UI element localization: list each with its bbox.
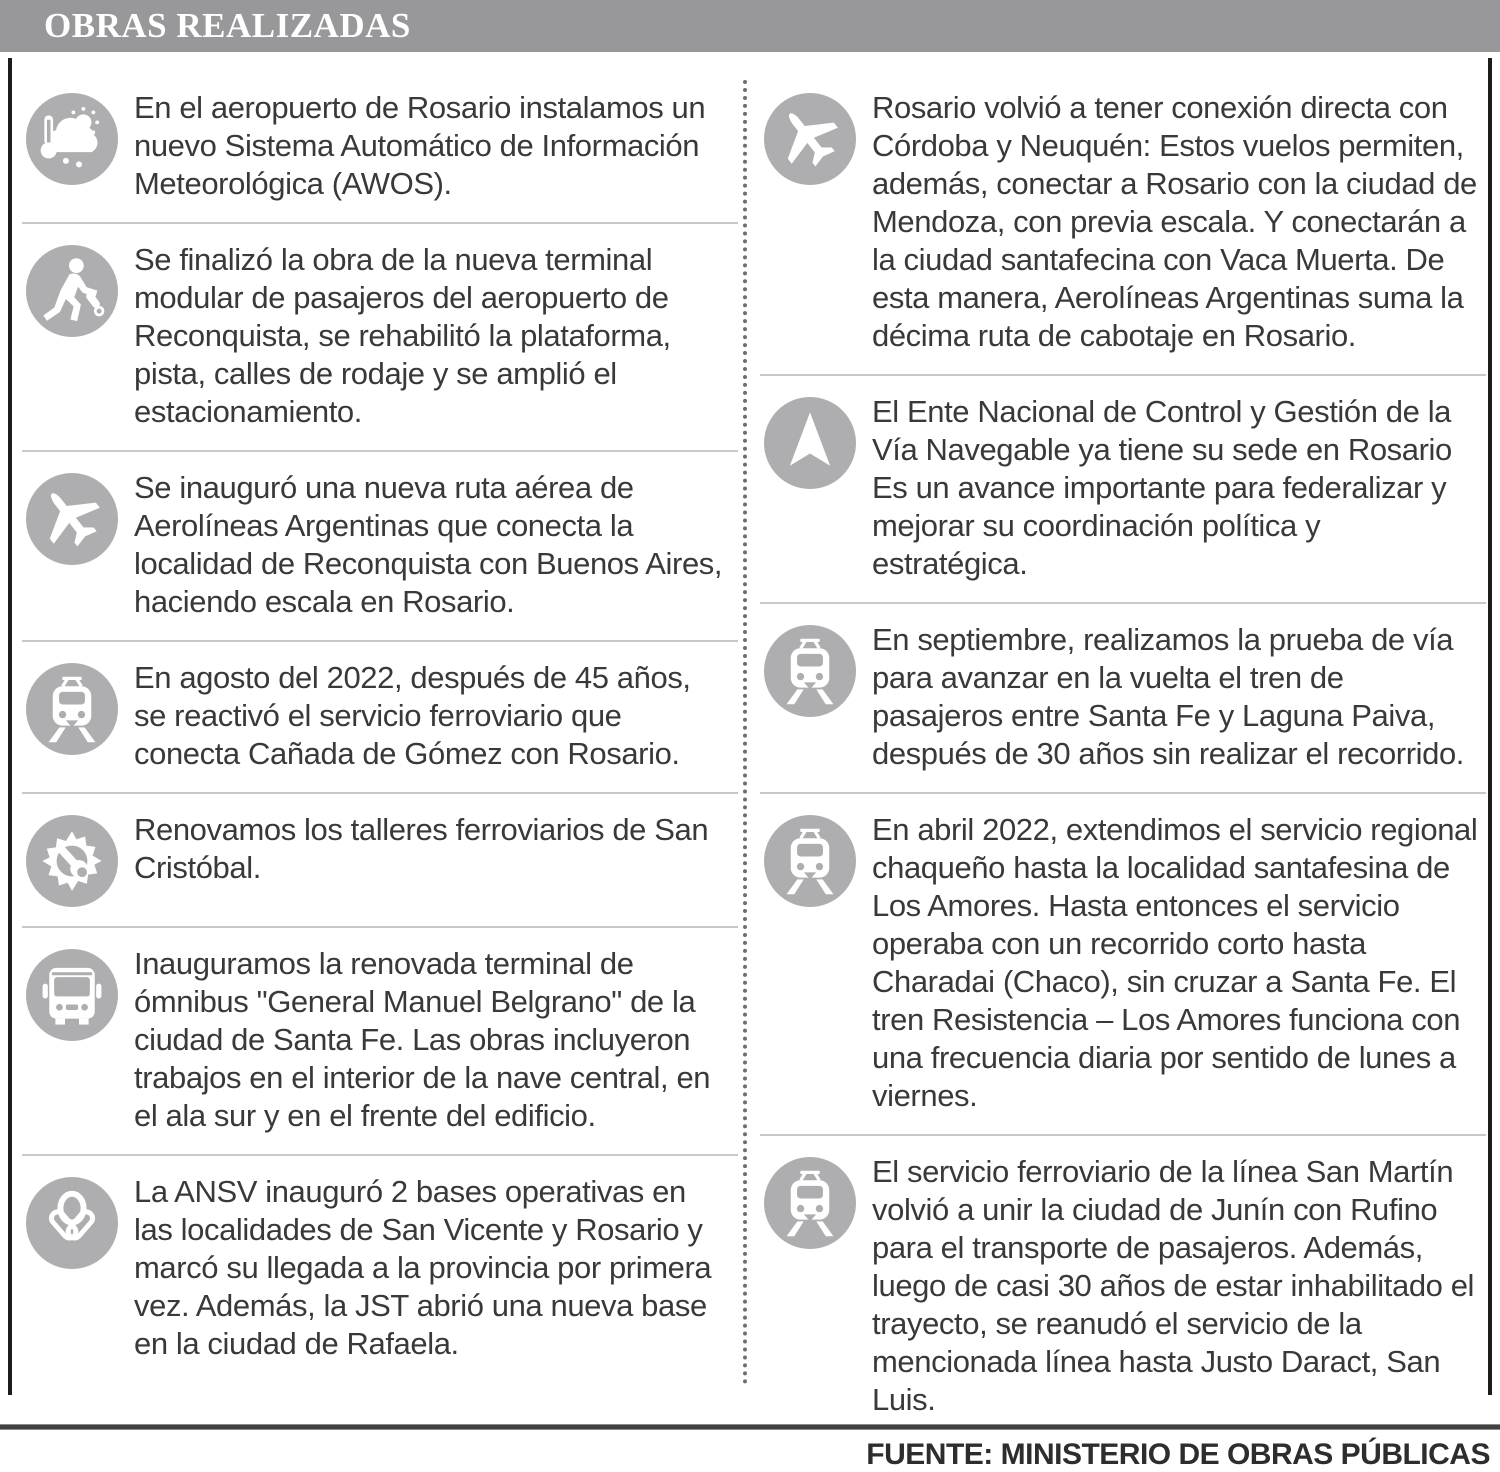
item-text: Se finalizó la obra de la nueva terminal modular de pasajeros del aeropuerto de Reconquista, se rehabilitó la plataforma, pista, calles de rodaje y se amplió el estacionamiento. [134,242,671,429]
list-item [760,72,1486,376]
list-item [22,72,738,224]
list-item [760,1136,1486,1438]
train-icon [764,1157,856,1249]
item-text: Renovamos los talleres ferroviarios de San Cristóbal. [134,812,709,885]
content-frame [8,58,1492,1417]
item-text: Rosario volvió a tener conexión directa con Córdoba y Neuquén: Estos vuelos permiten, además, conectar a Rosario con la ciudad de Mendoza, con previa escala. Y conectarán a la ciudad santafecina con Vaca Muerta. De esta manera, Aerolíneas Argentinas suma la décima ruta de cabotaje en Rosario. [872,90,1477,353]
item-text: En septiembre, realizamos la prueba de vía para avanzar en la vuelta el tren de pasajeros entre Santa Fe y Laguna Paiva, después de 30 años sin realizar el recorrido. [872,622,1465,771]
airplane-icon [764,93,856,185]
list-item [22,642,738,794]
airplane-icon [26,473,118,565]
bus-icon [26,949,118,1041]
train-icon [764,625,856,717]
item-text: El servicio ferroviario de la línea San Martín volvió a unir la ciudad de Junín con Rufino para el transporte de pasajeros. Además, luego de casi 30 años de estar inhabilitado el trayecto, se reanudó el servicio de la mencionada línea hasta Justo Daract, San Luis. [872,1154,1475,1417]
page-title: OBRAS REALIZADAS [44,6,411,45]
item-text: El Ente Nacional de Control y Gestión de la Vía Navegable ya tiene su sede en Rosario Es un avance importante para federalizar y mejorar su coordinación política y estratégica. [872,394,1452,581]
list-item [760,794,1486,1136]
navigation-arrow-icon [764,397,856,489]
list-item [22,452,738,642]
list-item [22,224,738,452]
bottom-rule [0,1424,1500,1430]
list-item [22,928,738,1156]
header-bar [0,0,1500,52]
left-column [22,58,738,1382]
weather-station-icon [26,93,118,185]
train-icon [26,663,118,755]
train-icon [764,815,856,907]
item-text: En agosto del 2022, después de 45 años, se reactivó el servicio ferroviario que conecta Cañada de Gómez con Rosario. [134,660,691,771]
column-divider [743,80,747,1385]
item-text: Inauguramos la renovada terminal de ómnibus "General Manuel Belgrano" de la ciudad de Santa Fe. Las obras incluyeron trabajos en el interior de la nave central, en el ala sur y en el frente del edificio. [134,946,711,1133]
list-item [760,604,1486,794]
item-text: En el aeropuerto de Rosario instalamos un nuevo Sistema Automático de Información Meteorológica (AWOS). [134,90,706,201]
item-text: En abril 2022, extendimos el servicio regional chaqueño hasta la localidad santafesina de Los Amores. Hasta entonces el servicio operaba con un recorrido corto hasta Charadai (Chaco), sin cruzar a Santa Fe. El tren Resistencia – Los Amores funciona con una frecuencia diaria por sentido de lunes a viernes. [872,812,1478,1113]
construction-worker-icon [26,245,118,337]
item-text: La ANSV inauguró 2 bases operativas en las localidades de San Vicente y Rosario y marcó su llegada a la provincia por primera vez. Además, la JST abrió una nueva base en la ciudad de Rafaela. [134,1174,712,1361]
gear-wrench-icon [26,815,118,907]
item-text: Se inauguró una nueva ruta aérea de Aerolíneas Argentinas que conecta la localidad de Reconquista con Buenos Aires, haciendo escala en Rosario. [134,470,723,619]
list-item [760,376,1486,604]
source-credit: FUENTE: MINISTERIO DE OBRAS PÚBLICAS [866,1438,1490,1471]
ansv-logo-icon [26,1177,118,1269]
right-column [760,58,1486,1438]
list-item [22,1156,738,1382]
list-item [22,794,738,928]
